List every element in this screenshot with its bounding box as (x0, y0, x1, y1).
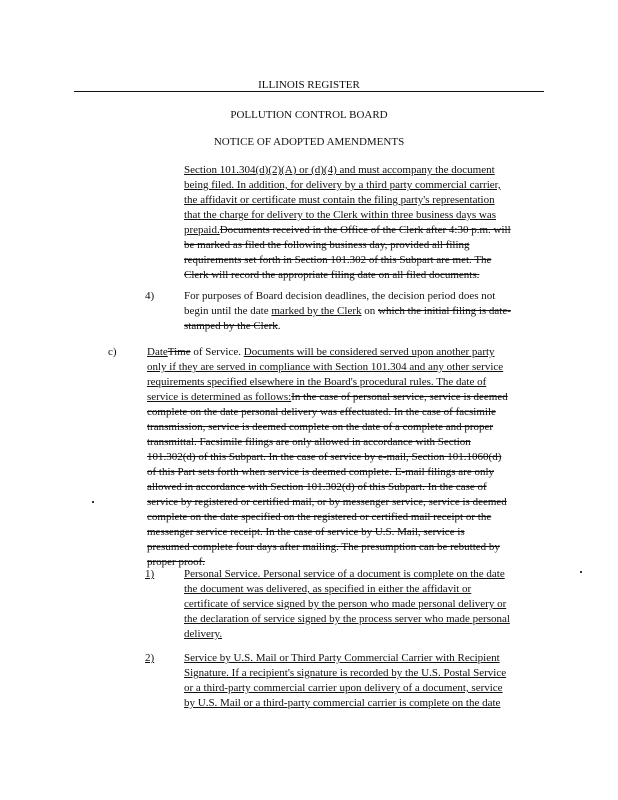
text-line (184, 208, 511, 223)
text-line (147, 405, 508, 420)
struck-text: service by registered or certified mail, or by messenger service, service is deemed (147, 496, 507, 508)
inserted-text: Personal Service. Personal service of a document is complete on the date (184, 568, 505, 580)
text-line (184, 319, 511, 334)
item-c-paragraph (147, 345, 508, 570)
item-c-marker: c) (108, 346, 117, 358)
text-line (184, 582, 510, 597)
item-4-paragraph (184, 289, 511, 334)
struck-text: allowed in accordance with Section 101.302(d) of this Subpart. In the case of (147, 481, 487, 493)
text-line (147, 360, 508, 375)
inserted-text: the document was delivered, as specified in either the affidavit or (184, 583, 472, 595)
text-line (184, 223, 511, 238)
text-line (184, 163, 511, 178)
text-line (184, 681, 506, 696)
struck-text: requirements set forth in Section 101.302 of this Subpart are met. The (184, 254, 492, 266)
text-line (147, 465, 508, 480)
struck-text: Clerk will record the appropriate filing date on all filed documents. (184, 269, 480, 281)
inserted-text: requirements specified elsewhere in the Board's procedural rules. The date of (147, 376, 487, 388)
inserted-text: prepaid. (184, 224, 220, 236)
inserted-text: the declaration of service signed by the process server who made personal (184, 613, 510, 625)
scan-speck (580, 571, 582, 573)
inserted-text: being filed. (184, 179, 235, 191)
text-line (184, 193, 511, 208)
scan-speck (92, 501, 94, 503)
text-line (184, 666, 506, 681)
text-segment: For purposes of Board decision deadlines, the decision period does not (184, 290, 496, 302)
text-line (184, 304, 511, 319)
register-title: ILLINOIS REGISTER (258, 79, 360, 91)
text-line (184, 567, 510, 582)
inserted-text: Section 101.304(d)(2)(A) or (d)(4) and must accompany the document (184, 164, 495, 176)
item-2-paragraph (184, 651, 506, 711)
text-line (184, 612, 510, 627)
struck-text: presumed complete four days after mailing. The presumption can be rebutted by (147, 541, 500, 553)
text-segment: of Service. (190, 346, 244, 358)
inserted-text: service is determined as follows: (147, 391, 292, 403)
text-line (184, 597, 510, 612)
text-segment: begin until the date (184, 305, 272, 317)
struck-text: messenger service receipt. In the case of service by U.S. Mail, service is (147, 526, 465, 538)
inserted-text: the affidavit or certificate must contain the filing party's representation (184, 194, 495, 206)
text-line (184, 268, 511, 283)
struck-text: be marked as filed the following business day, provided all filing (184, 239, 470, 251)
text-line (147, 420, 508, 435)
text-segment: . (277, 320, 281, 332)
inserted-text: only if they are served in compliance with Section 101.304 and any other service (147, 361, 504, 373)
text-line (184, 289, 511, 304)
text-line (147, 450, 508, 465)
board-title: POLLUTION CONTROL BOARD (230, 109, 388, 121)
text-line (184, 238, 511, 253)
text-line (147, 480, 508, 495)
text-line (147, 345, 508, 360)
struck-text: stamped by the Clerk (184, 320, 278, 332)
text-line (184, 178, 511, 193)
item-1-paragraph (184, 567, 510, 642)
inserted-text: In addition, for delivery by a third party commercial carrier, (234, 179, 501, 191)
item-1-marker: 1) (145, 568, 155, 580)
text-line (147, 375, 508, 390)
struck-text: complete on the date personal delivery was effectuated. In the case of facsimile (147, 406, 496, 418)
struck-text: Time (167, 346, 191, 358)
text-line (147, 510, 508, 525)
text-segment: on (361, 305, 378, 317)
inserted-text: delivery. (184, 628, 223, 640)
struck-text: 101.302(d) of this Subpart. In the case of service by e-mail, Section 101.1060(d) (147, 451, 502, 463)
text-line (184, 253, 511, 268)
inserted-text: marked by the Clerk (271, 305, 362, 317)
text-line (147, 495, 508, 510)
inserted-text: or a third-party commercial carrier upon delivery of a document, service (184, 682, 503, 694)
struck-text: complete on the date specified on the registered or certified mail receipt or the (147, 511, 492, 523)
struck-text: In the case of personal service, service is deemed (291, 391, 508, 403)
inserted-text: by U.S. Mail or a third-party commercial carrier is complete on the date (184, 697, 501, 709)
text-line (184, 696, 506, 711)
inserted-text: Date (147, 346, 168, 358)
struck-text: transmission, service is deemed complete on the date of a complete and proper (147, 421, 494, 433)
text-line (184, 627, 510, 642)
struck-text: of this Part sets forth when service is deemed complete. E-mail filings are only (147, 466, 495, 478)
struck-text: which the initial filing is date- (378, 305, 511, 317)
text-line (147, 435, 508, 450)
struck-text: proper proof. (147, 556, 206, 568)
struck-text: Documents received in the Office of the Clerk after 4:30 p.m. will (219, 224, 511, 236)
item-2-marker: 2) (145, 652, 155, 664)
text-line (184, 651, 506, 666)
continuation-paragraph (184, 163, 511, 283)
inserted-text: Service by U.S. Mail or Third Party Commercial Carrier with Recipient (184, 652, 500, 664)
text-line (147, 525, 508, 540)
inserted-text: that the charge for delivery to the Clerk within three business days was (184, 209, 496, 221)
struck-text: transmittal. Facsimile filings are only allowed in accordance with Section (147, 436, 471, 448)
text-line (147, 540, 508, 555)
item-4-marker: 4) (145, 290, 155, 302)
header-rule (74, 91, 544, 92)
notice-title: NOTICE OF ADOPTED AMENDMENTS (213, 136, 405, 148)
inserted-text: certificate of service signed by the person who made personal delivery or (184, 598, 507, 610)
inserted-text: Documents will be considered served upon another party (243, 346, 495, 358)
inserted-text: Signature. If a recipient's signature is recorded by the U.S. Postal Service (184, 667, 507, 679)
text-line (147, 390, 508, 405)
